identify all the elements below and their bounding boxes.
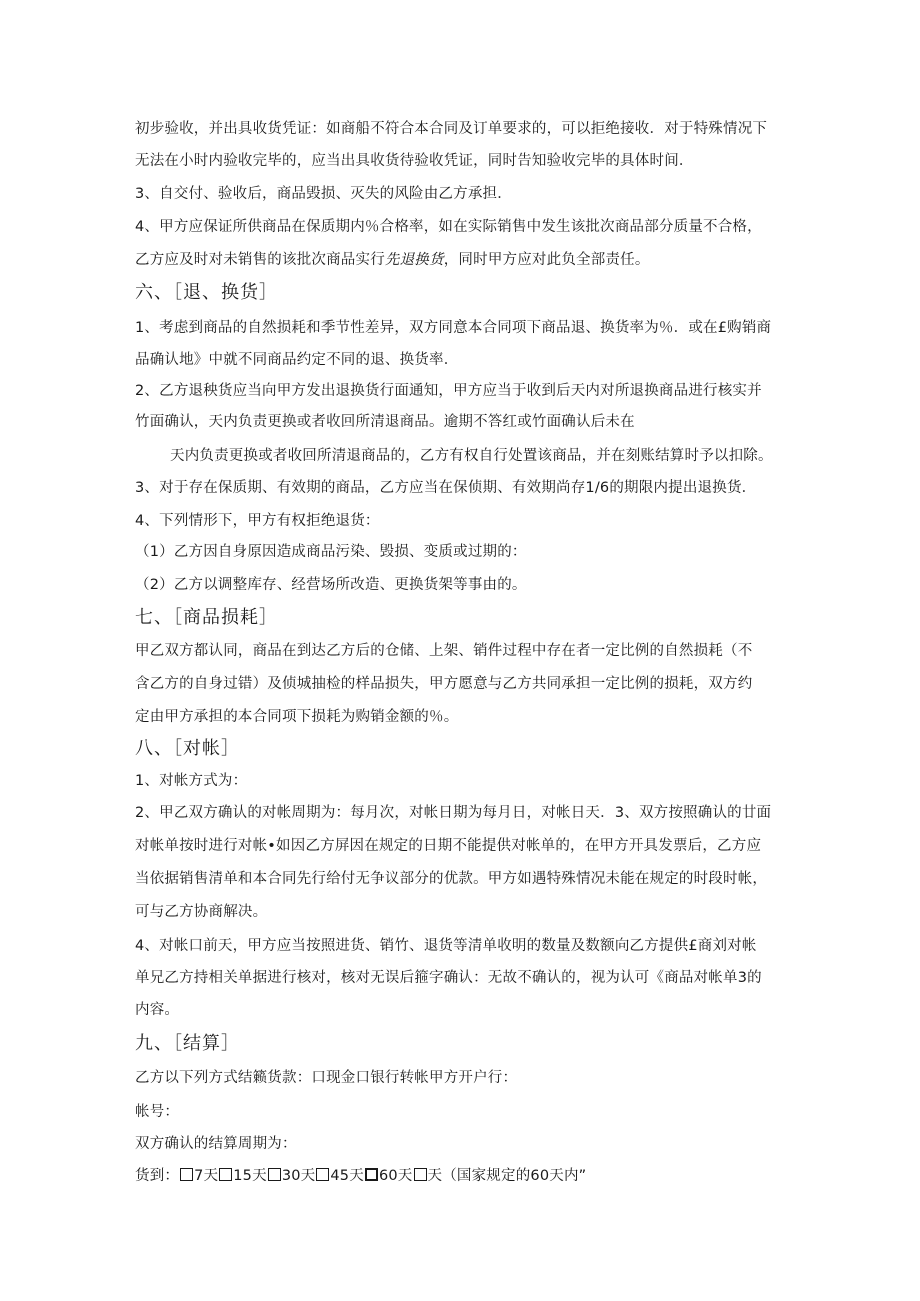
checkbox-custom-days[interactable] xyxy=(414,1168,427,1181)
paragraph-line: 甲乙双方都认同，商品在到达乙方后的仓储、上架、销件过程中存在者一定比例的自然损耗（不 xyxy=(135,643,753,659)
paragraph-line: （2）乙方以调整库存、经营场所改造、更换货架等事由的。 xyxy=(135,577,527,593)
paragraph-line-indented: 天内负责更换或者收回所清退商品的，乙方有权自行处置该商品，并在刻账结算时予以扣除。 xyxy=(170,448,773,464)
paragraph-line: 1、考虑到商品的自然损耗和季节性差异，双方同意本合同项下商品退、换货率为％．或在£购销商 xyxy=(135,320,772,336)
paragraph-line: （1）乙方因自身原因造成商品污染、毁损、变质或过期的： xyxy=(135,544,527,560)
option-label: 天（国家规定的60天内” xyxy=(427,1168,587,1184)
checkbox-45-days[interactable] xyxy=(316,1168,329,1181)
paragraph-line: 4、对帐口前天，甲方应当按照进货、销竹、退货等清单收明的数量及数额向乙方提供£商刘对帐 xyxy=(135,938,757,954)
paragraph-line: 单兄乙方持相关单据进行核对，核对无误后箍字确认：无故不确认的，视为认可《商品对帐单3的 xyxy=(135,970,762,986)
paragraph-line: 定由甲方承担的本合同项下损耗为购销金额的％。 xyxy=(135,709,459,725)
paragraph-line: 乙方以下列方式结籁货款：口现金口银行转帐甲方开户行： xyxy=(135,1070,518,1086)
paragraph-line: 品确认地》中就不同商品约定不同的退、换货率． xyxy=(135,352,459,368)
paragraph-line: 1、对帐方式为： xyxy=(135,773,248,789)
text-segment: ，同时甲方应对此负全部责任。 xyxy=(443,252,650,268)
paragraph-line: 含乙方的自身过错）及侦城抽检的样品损失，甲方愿意与乙方共同承担一定比例的损耗，双方约 xyxy=(135,676,753,692)
checkbox-30-days[interactable] xyxy=(268,1168,281,1181)
section-heading-returns: 六、［退、换货］ xyxy=(135,282,278,303)
paragraph-line xyxy=(135,250,650,270)
paragraph-line: 4、下列情形下，甲方有权拒绝退货： xyxy=(135,513,380,529)
paragraph-line: 当依据销售清单和本合同先行给付无争议部分的优款。甲方如遇特殊情况未能在规定的时段时帐， xyxy=(135,871,768,887)
section-heading-loss: 七、［商品损耗］ xyxy=(135,607,278,628)
option-label: 15天 xyxy=(233,1168,267,1184)
checkbox-7-days[interactable] xyxy=(180,1168,193,1181)
paragraph-line: 对帐单按时进行对帐•如因乙方屏因在规定的日期不能提供对帐单的，在甲方开具发票后，乙方应 xyxy=(135,838,762,854)
paragraph-line: 2、乙方退秧货应当向甲方发出退换货行面通知，甲方应当于收到后天内对所退换商品进行核实并 xyxy=(135,383,762,399)
paragraph-line: 帐号： xyxy=(135,1104,180,1120)
section-heading-settlement: 九、［结算］ xyxy=(135,1033,240,1054)
paragraph-line: 可与乙方协商解决。 xyxy=(135,904,268,920)
text-segment: 乙方应及时对未销售的该批次商品实行 xyxy=(135,252,385,268)
checkbox-15-days[interactable] xyxy=(219,1168,232,1181)
option-label: 30天 xyxy=(281,1168,316,1184)
option-label: 45天 xyxy=(330,1168,364,1184)
paragraph-line: 内容。 xyxy=(135,1002,180,1018)
paragraph-line: 无法在小时内验收完毕的，应当出具收货待验收凭证，同时告知验收完毕的具体时间． xyxy=(135,153,694,169)
paragraph-line: 4、甲方应保证所供商品在保质期内％合格率，如在实际销售中发生该批次商品部分质量不合格， xyxy=(135,219,762,235)
paragraph-line: 3、自交付、验收后，商品毁损、灭失的风险由乙方承担． xyxy=(135,186,512,202)
option-label: 60天 xyxy=(378,1168,413,1184)
checkbox-60-days[interactable] xyxy=(365,1168,378,1181)
option-label: 7天 xyxy=(194,1168,219,1184)
paragraph-line: 3、对于存在保质期、有效期的商品，乙方应当在保侦期、有效期尚存1/6的期限内提出退换货． xyxy=(135,480,757,496)
paragraph-line: 双方确认的结算周期为： xyxy=(135,1136,297,1152)
text-segment: 货到： xyxy=(135,1168,180,1184)
paragraph-line: 竹面确认，天内负责更换或者收回所清退商品。逾期不答红或竹面确认后未在 xyxy=(135,414,635,430)
paragraph-line: 2、甲乙双方确认的对帐周期为：每月次，对帐日期为每月日，对帐日天．3、双方按照确认的廿面 xyxy=(135,805,772,821)
section-heading-reconciliation: 八、［对帐］ xyxy=(135,738,240,759)
italic-text-segment: 先退换货 xyxy=(384,252,444,268)
settlement-period-options xyxy=(135,1166,586,1186)
paragraph-line: 初步验收，并出具收货凭证：如商船不符合本合同及订单要求的，可以拒绝接收．对于特殊情况下 xyxy=(135,121,768,137)
